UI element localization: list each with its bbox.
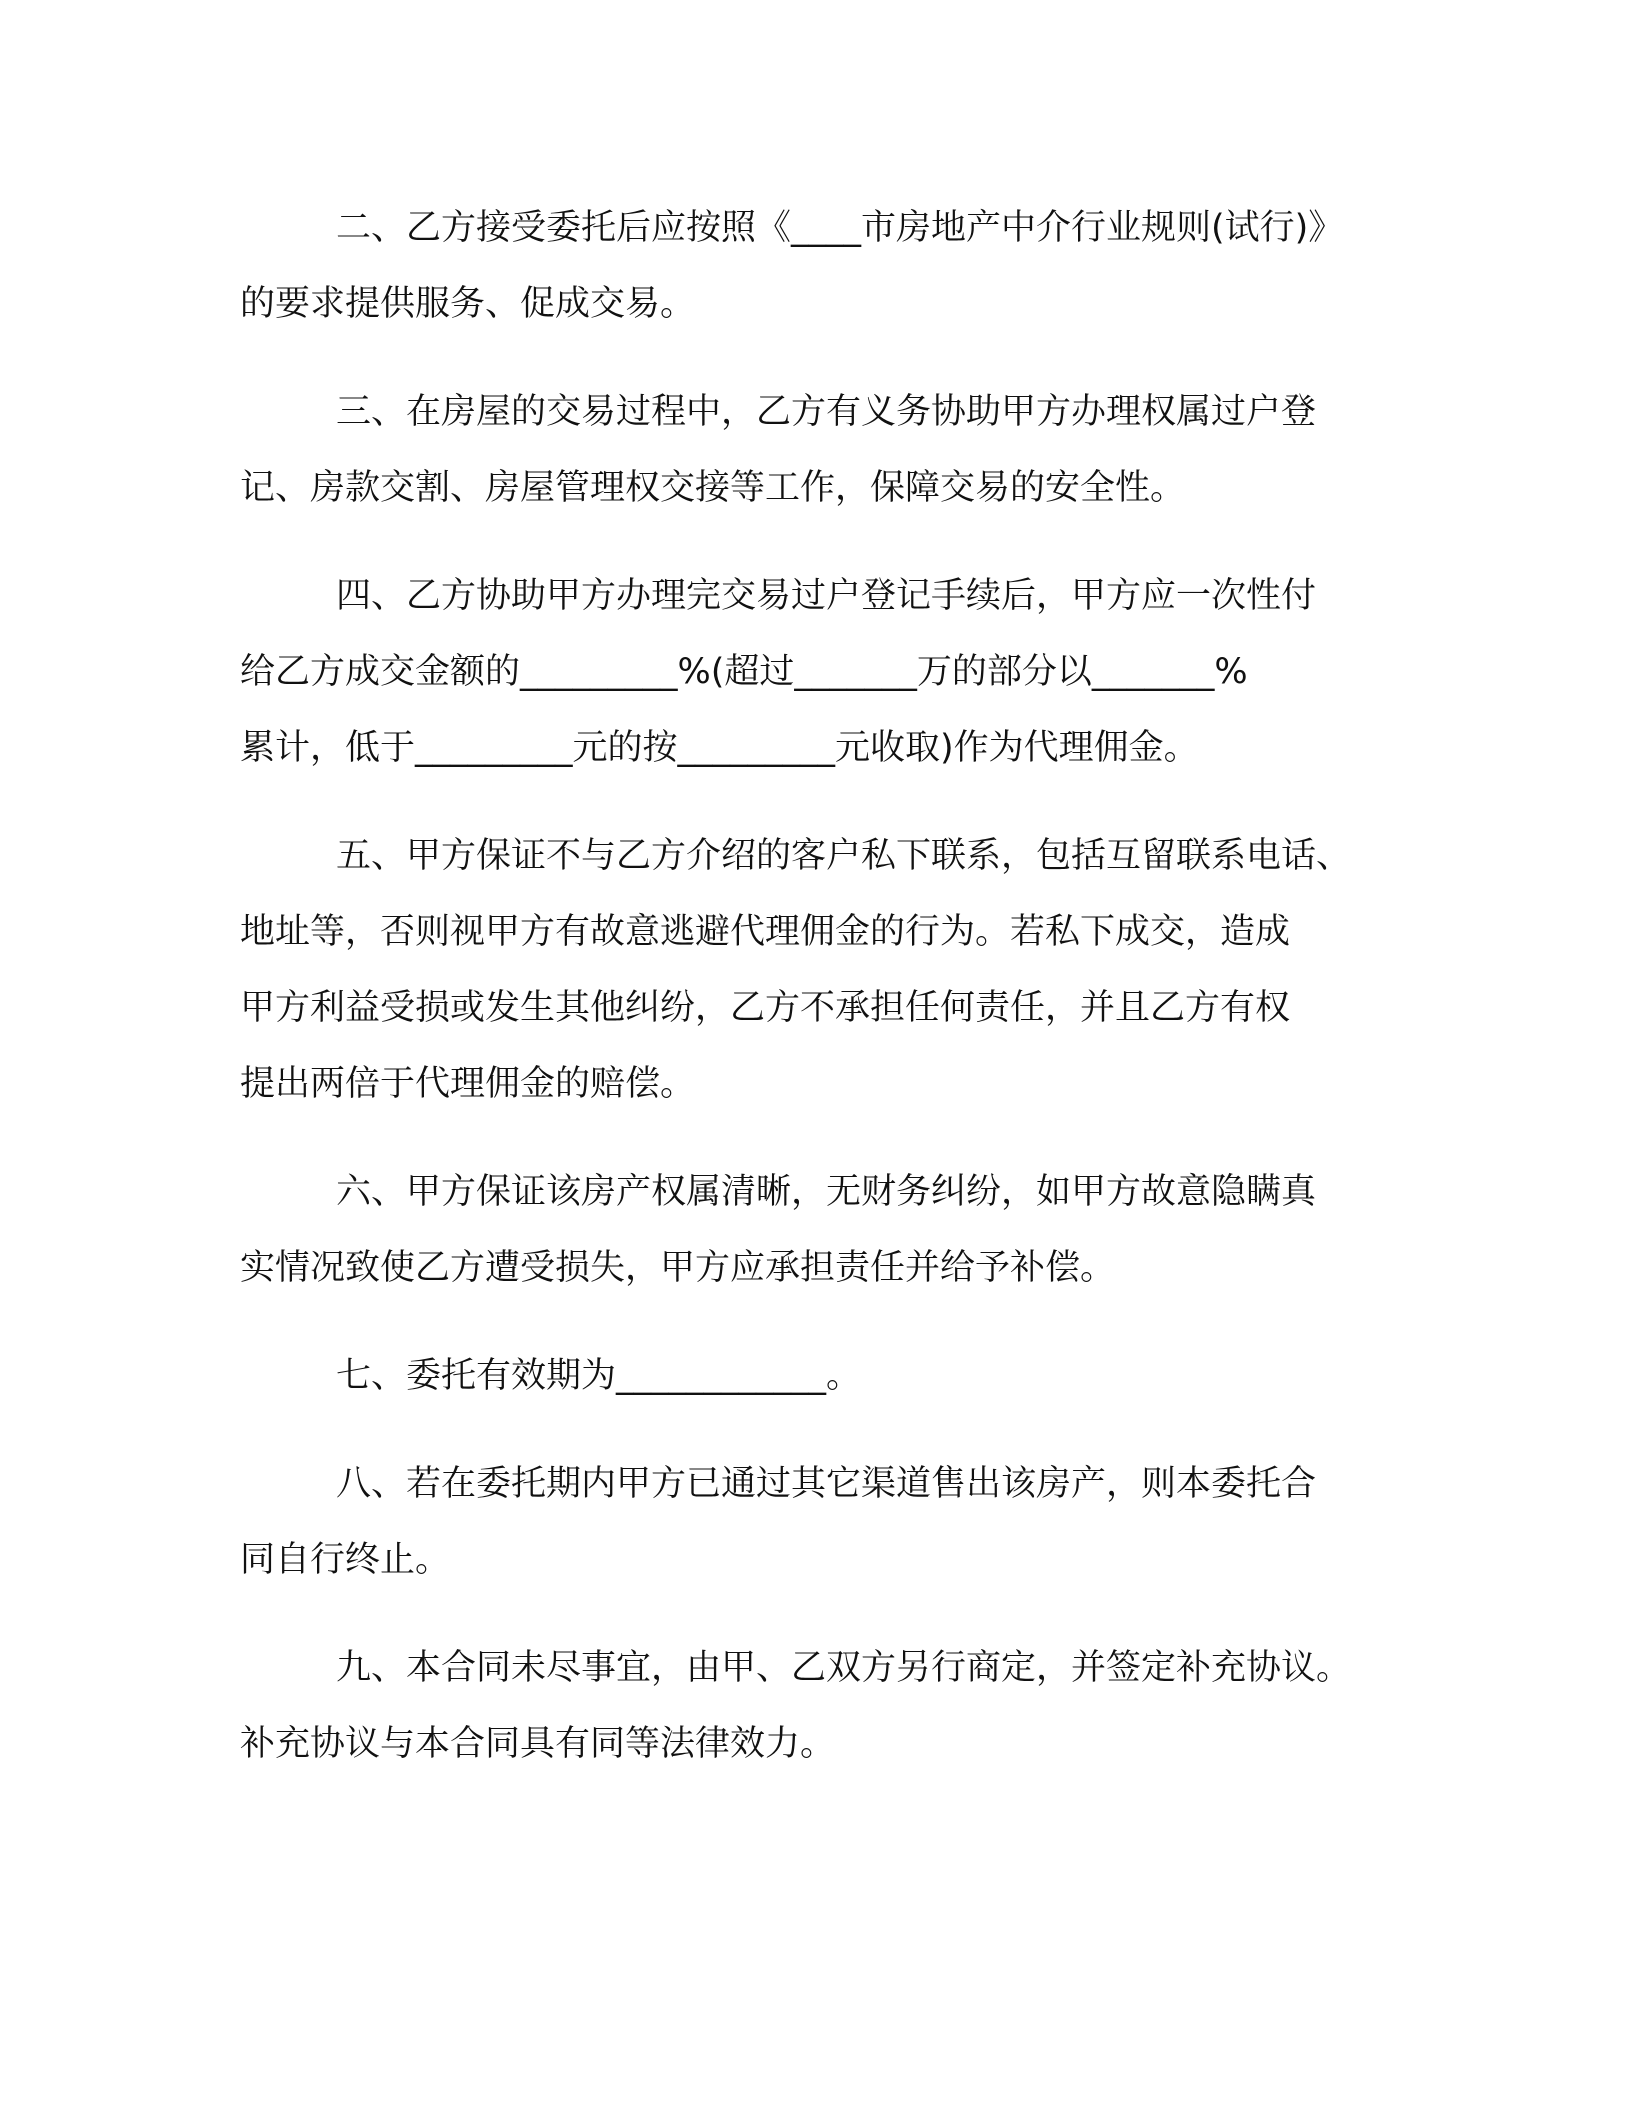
clause-text-line: 三、在房屋的交易过程中，乙方有义务协助甲方办理权属过户登 <box>336 392 1317 432</box>
clause-text-line: 的要求提供服务、促成交易。 <box>240 284 696 324</box>
clause-text-line: 七、委托有效期为____________。 <box>336 1356 862 1396</box>
clause-text-line: 四、乙方协助甲方办理完交易过户登记手续后，甲方应一次性付 <box>336 576 1317 616</box>
clause-text-line: 五、甲方保证不与乙方介绍的客户私下联系，包括互留联系电话、 <box>336 836 1352 876</box>
clause-text-line: 实情况致使乙方遭受损失，甲方应承担责任并给予补偿。 <box>240 1248 1116 1288</box>
clause-text-line: 地址等，否则视甲方有故意逃避代理佣金的行为。若私下成交，造成 <box>240 912 1291 952</box>
clause-text-line: 记、房款交割、房屋管理权交接等工作，保障交易的安全性。 <box>240 468 1186 508</box>
clause-text-line: 二、乙方接受委托后应按照《____市房地产中介行业规则(试行)》 <box>336 208 1344 248</box>
clause-4 <box>240 558 1412 786</box>
clause-text-line: 补充协议与本合同具有同等法律效力。 <box>240 1724 836 1764</box>
clause-text-line: 甲方利益受损或发生其他纠纷，乙方不承担任何责任，并且乙方有权 <box>240 988 1291 1028</box>
clause-5 <box>240 818 1412 1122</box>
clause-text-line: 累计，低于_________元的按_________元收取)作为代理佣金。 <box>240 728 1199 768</box>
clause-text-line: 给乙方成交金额的_________%(超过_______万的部分以_______% <box>240 652 1248 692</box>
clause-3 <box>240 374 1412 526</box>
clause-6 <box>240 1154 1412 1306</box>
clause-2 <box>240 190 1412 342</box>
clause-text-line: 八、若在委托期内甲方已通过其它渠道售出该房产，则本委托合 <box>336 1464 1317 1504</box>
clause-9 <box>240 1630 1412 1782</box>
clause-text-line: 提出两倍于代理佣金的赔偿。 <box>240 1064 696 1104</box>
clause-text-line: 九、本合同未尽事宜，由甲、乙双方另行商定，并签定补充协议。 <box>336 1648 1352 1688</box>
document-body <box>240 190 1412 1814</box>
clause-text-line: 同自行终止。 <box>240 1540 451 1580</box>
clause-7 <box>240 1338 1412 1414</box>
clause-text-line: 六、甲方保证该房产权属清晰，无财务纠纷，如甲方故意隐瞒真 <box>336 1172 1317 1212</box>
clause-8 <box>240 1446 1412 1598</box>
